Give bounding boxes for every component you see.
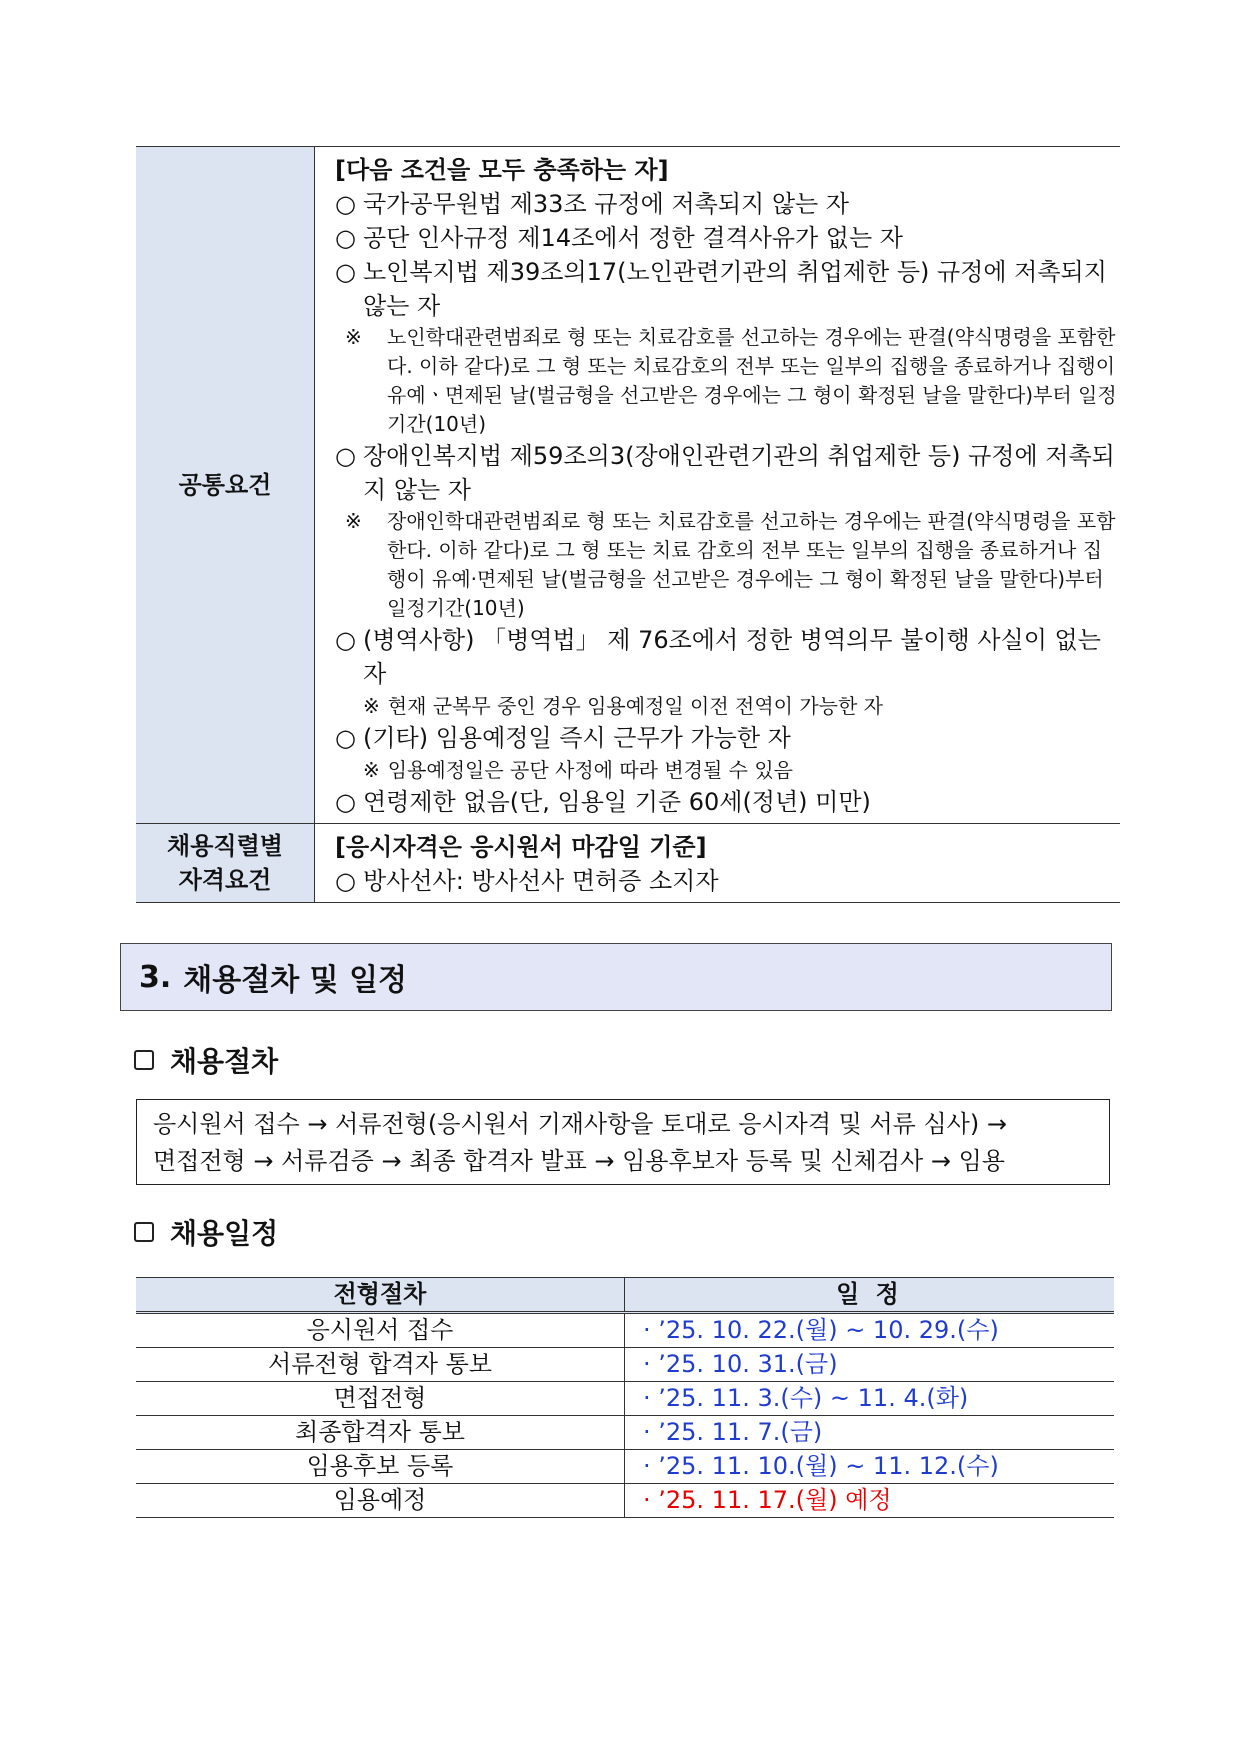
table-row <box>136 1382 1114 1416</box>
requirement-item <box>335 187 1120 221</box>
position-requirements-heading: [응시자격은 응시원서 마감일 기준] <box>335 833 707 861</box>
step-cell: 임용예정 <box>136 1484 625 1518</box>
section-header <box>120 943 1112 1011</box>
requirement-item <box>335 721 1120 755</box>
note-text: 임용예정일은 공단 사정에 따라 변경될 수 있음 <box>387 758 793 782</box>
process-line: 면접전형 → 서류검증 → 최종 합격자 발표 → 임용후보자 등록 및 신체검사 → 임용 <box>153 1147 1005 1175</box>
common-requirements-row <box>136 147 1120 824</box>
schedule-subheading <box>134 1212 278 1252</box>
common-requirements-heading: [다음 조건을 모두 충족하는 자] <box>335 156 669 184</box>
column-header-step: 전형절차 <box>136 1278 625 1313</box>
section-title: 채용절차 및 일정 <box>183 963 408 998</box>
process-heading: 채용절차 <box>170 1045 279 1078</box>
requirement-item <box>335 785 1120 819</box>
schedule-table <box>136 1277 1114 1518</box>
process-box <box>136 1099 1110 1185</box>
column-header-date: 일 정 <box>625 1278 1115 1313</box>
circle-bullet-icon: ○ <box>335 788 356 816</box>
date-cell: · ’25. 11. 17.(월) 예정 <box>625 1484 1115 1518</box>
reference-mark-icon: ※ <box>345 509 362 533</box>
step-cell: 임용후보 등록 <box>136 1450 625 1484</box>
requirement-item <box>335 439 1120 507</box>
step-cell: 서류전형 합격자 통보 <box>136 1348 625 1382</box>
circle-bullet-icon: ○ <box>335 626 356 654</box>
position-requirements-label <box>136 824 315 903</box>
checkbox-square-icon <box>134 1050 154 1070</box>
note-text: 장애인학대관련범죄로 형 또는 치료감호를 선고하는 경우에는 판결(약식명령을 포함한다. 이하 같다)로 그 형 또는 치료 감호의 전부 또는 일부의 집행을 종료하거나 집행이 유예·면제된 날(벌금형을 선고받은 경우에는 그 형이 확정된 날을 말한다)부터 일정기간(10년) <box>387 509 1116 620</box>
requirement-text: 노인복지법 제39조의17(노인관련기관의 취업제한 등) 규정에 저촉되지 않는 자 <box>363 258 1107 320</box>
requirement-item <box>335 864 1120 898</box>
circle-bullet-icon: ○ <box>335 867 356 895</box>
requirement-text: 연령제한 없음(단, 임용일 기준 60세(정년) 미만) <box>363 788 871 816</box>
requirement-text: 공단 인사규정 제14조에서 정한 결격사유가 없는 자 <box>363 224 903 252</box>
requirement-note <box>345 323 1120 439</box>
requirement-subnote <box>335 691 1120 721</box>
requirement-text: (병역사항) 「병역법」 제 76조에서 정한 병역의무 불이행 사실이 없는 자 <box>363 626 1101 688</box>
note-text: 현재 군복무 중인 경우 임용예정일 이전 전역이 가능한 자 <box>387 694 883 718</box>
requirement-item <box>335 623 1120 691</box>
process-line: 응시원서 접수 → 서류전형(응시원서 기재사항을 토대로 응시자격 및 서류 심사) → <box>153 1110 1007 1138</box>
position-label-line: 자격요건 <box>178 866 272 894</box>
common-requirements-content <box>315 147 1121 824</box>
requirement-text: (기타) 임용예정일 즉시 근무가 가능한 자 <box>363 724 791 752</box>
schedule-header-row <box>136 1278 1114 1313</box>
date-cell: · ’25. 11. 10.(월) ~ 11. 12.(수) <box>625 1450 1115 1484</box>
table-row <box>136 1313 1114 1348</box>
reference-mark-icon: ※ <box>345 325 362 349</box>
requirement-text: 국가공무원법 제33조 규정에 저촉되지 않는 자 <box>363 190 849 218</box>
step-cell: 면접전형 <box>136 1382 625 1416</box>
common-requirements-label: 공통요건 <box>136 147 315 824</box>
requirements-table <box>136 146 1120 903</box>
table-row <box>136 1450 1114 1484</box>
position-label-line: 채용직렬별 <box>167 832 283 860</box>
step-cell: 응시원서 접수 <box>136 1313 625 1348</box>
date-cell: · ’25. 11. 7.(금) <box>625 1416 1115 1450</box>
reference-mark-icon: ※ <box>363 694 380 718</box>
requirement-note <box>345 507 1120 623</box>
requirement-item <box>335 221 1120 255</box>
circle-bullet-icon: ○ <box>335 442 356 470</box>
table-row <box>136 1416 1114 1450</box>
date-cell: · ’25. 10. 31.(금) <box>625 1348 1115 1382</box>
reference-mark-icon: ※ <box>363 758 380 782</box>
position-requirements-content <box>315 824 1121 903</box>
circle-bullet-icon: ○ <box>335 258 356 286</box>
requirement-text: 장애인복지법 제59조의3(장애인관련기관의 취업제한 등) 규정에 저촉되지 않는 자 <box>363 442 1115 504</box>
date-cell: · ’25. 10. 22.(월) ~ 10. 29.(수) <box>625 1313 1115 1348</box>
table-row <box>136 1348 1114 1382</box>
circle-bullet-icon: ○ <box>335 224 356 252</box>
table-row <box>136 1484 1114 1518</box>
requirement-subnote <box>335 755 1120 785</box>
note-text: 노인학대관련범죄로 형 또는 치료감호를 선고하는 경우에는 판결(약식명령을 포함한다. 이하 같다)로 그 형 또는 치료감호의 전부 또는 일부의 집행을 종료하거나 집행이 유예ㆍ면제된 날(벌금형을 선고받은 경우에는 그 형이 확정된 날을 말한다)부터 일정기간(10년) <box>387 325 1117 436</box>
schedule-heading: 채용일정 <box>170 1217 279 1250</box>
requirement-text: 방사선사: 방사선사 면허증 소지자 <box>363 867 719 895</box>
process-subheading <box>134 1040 278 1080</box>
date-cell: · ’25. 11. 3.(수) ~ 11. 4.(화) <box>625 1382 1115 1416</box>
position-requirements-row <box>136 824 1120 903</box>
section-number: 3. <box>139 959 172 995</box>
step-cell: 최종합격자 통보 <box>136 1416 625 1450</box>
checkbox-square-icon <box>134 1222 154 1242</box>
circle-bullet-icon: ○ <box>335 190 356 218</box>
circle-bullet-icon: ○ <box>335 724 356 752</box>
requirement-item <box>335 255 1120 323</box>
